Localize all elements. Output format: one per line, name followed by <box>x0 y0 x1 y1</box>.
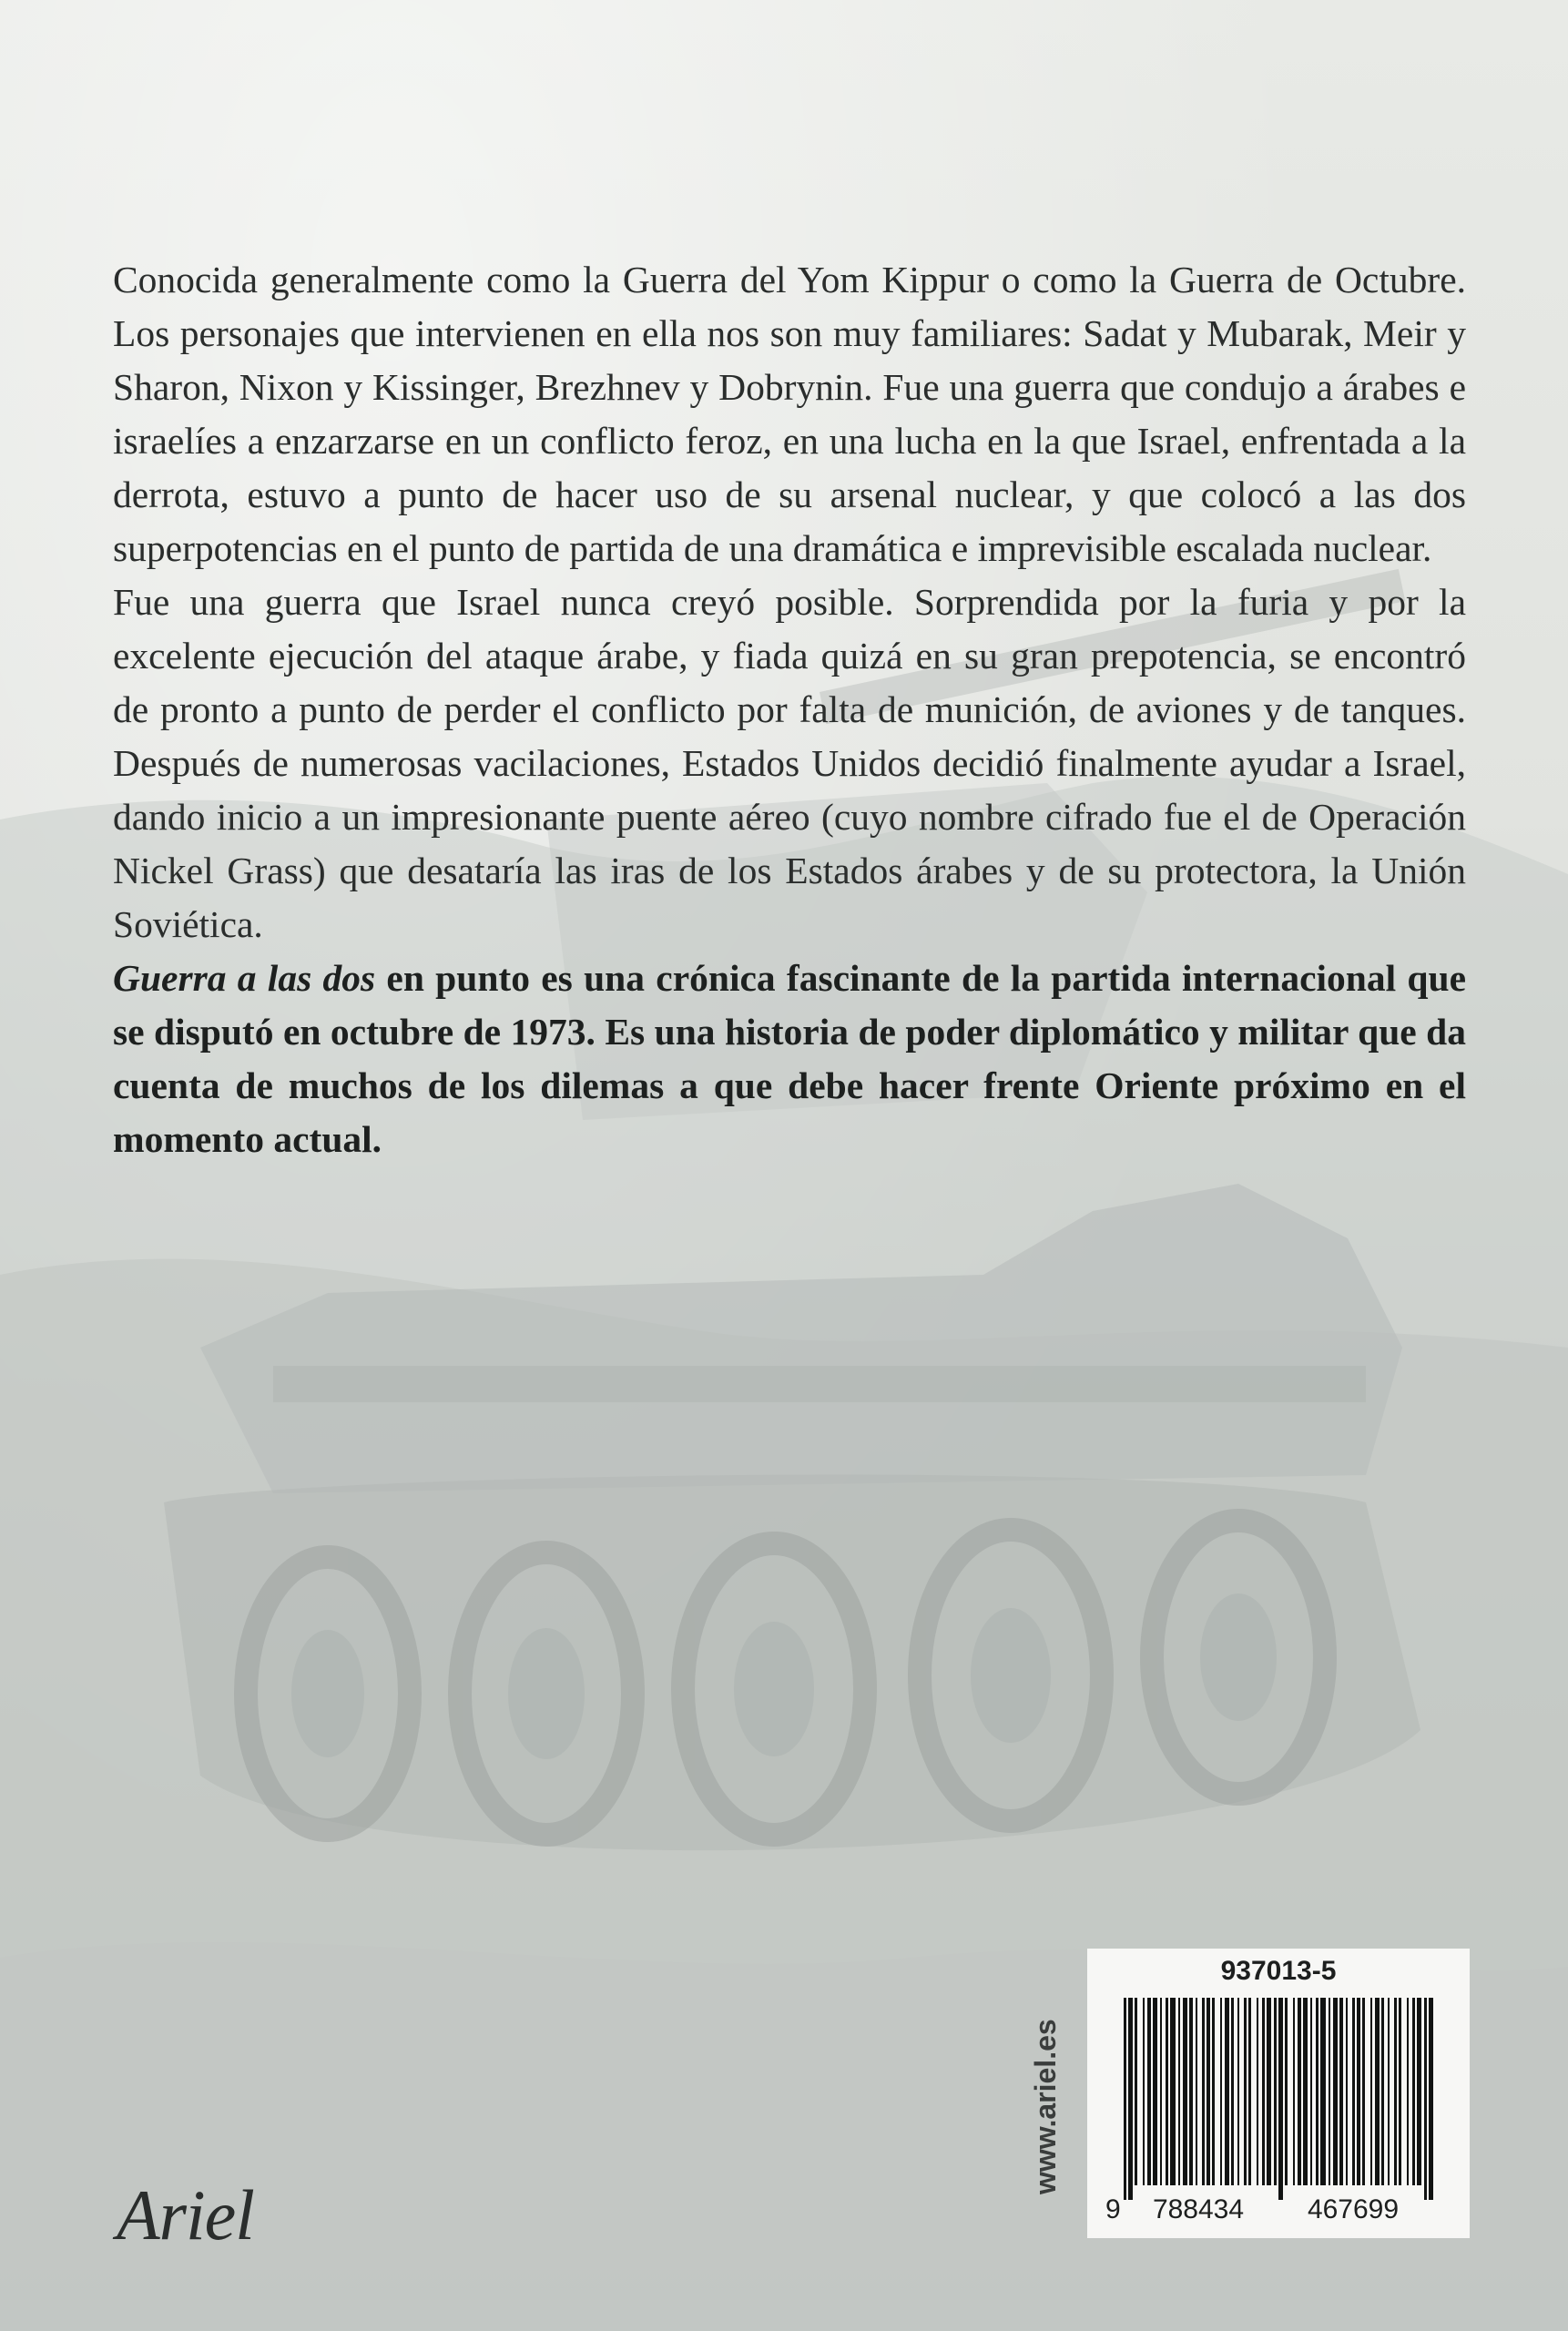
barcode-bar <box>1237 1998 1239 2185</box>
barcode-bar <box>1394 1998 1397 2185</box>
barcode-bar <box>1225 1998 1229 2185</box>
isbn-barcode <box>1087 1949 1470 2238</box>
barcode-bar <box>1220 1998 1222 2185</box>
barcode-bar <box>1244 1998 1247 2185</box>
barcode-bar <box>1166 1998 1168 2185</box>
barcode-bar <box>1375 1998 1380 2185</box>
barcode-bar <box>1202 1998 1205 2185</box>
barcode-bar <box>1262 1998 1265 2185</box>
back-cover-blurb <box>113 253 1466 1166</box>
barcode-bar <box>1274 1998 1277 2185</box>
barcode-bar <box>1178 1998 1180 2185</box>
barcode-bar <box>1362 1998 1365 2185</box>
barcode-bar <box>1285 1998 1288 2185</box>
barcode-bar <box>1310 1998 1312 2185</box>
barcode-bar <box>1417 1998 1421 2185</box>
barcode-bar <box>1370 1998 1372 2185</box>
barcode-bar <box>1329 1998 1330 2185</box>
barcode-bar <box>1248 1998 1251 2185</box>
barcode-bar <box>1381 1998 1384 2185</box>
barcode-bar <box>1333 1998 1338 2185</box>
barcode-digit-first: 9 <box>1105 2194 1121 2224</box>
barcode-code: 937013-5 <box>1220 1956 1337 1986</box>
barcode-bar <box>1257 1998 1258 2185</box>
blurb-paragraph-3 <box>113 952 1466 1166</box>
barcode-bar <box>1160 1998 1162 2185</box>
barcode-bar <box>1135 1998 1137 2185</box>
barcode-bar <box>1189 1998 1193 2185</box>
barcode-bar <box>1183 1998 1187 2185</box>
barcode-bar <box>1320 1998 1326 2185</box>
barcode-bar <box>1357 1998 1360 2185</box>
barcode-bar <box>1147 1998 1151 2185</box>
book-title: Guerra a las dos <box>113 957 376 999</box>
barcode-bar <box>1293 1998 1295 2185</box>
barcode-bar <box>1212 1998 1215 2185</box>
barcode-bar <box>1196 1998 1197 2185</box>
barcode-bar <box>1316 1998 1319 2185</box>
barcode-bar <box>1298 1998 1301 2185</box>
barcode-bar <box>1424 1998 1427 2200</box>
barcode-bar <box>1412 1998 1415 2185</box>
barcode-bar <box>1153 1998 1157 2185</box>
barcode-bar <box>1339 1998 1343 2185</box>
barcode-digits-right: 467699 <box>1307 2194 1400 2224</box>
blurb-paragraph-3-text: en punto es una crónica fascinante de la partida internacional que se disputó en octubre de 1973. Es una historia de poder diplomático y militar que da cuenta de muchos de los dilemas a que debe hacer frente Oriente próximo en el momento actual. <box>113 957 1466 1160</box>
barcode-bar <box>1346 1998 1348 2185</box>
barcode-bar <box>1399 1998 1401 2185</box>
barcode-bar <box>1207 1998 1210 2185</box>
barcode-bar <box>1231 1998 1234 2185</box>
barcode-bar <box>1278 1998 1283 2200</box>
barcode-bar <box>1388 1998 1390 2185</box>
blurb-paragraph-1: Conocida generalmente como la Guerra del Yom Kippur o como la Guerra de Octubre. Los personajes que intervienen en ella nos son muy familiares: Sadat y Mubarak, Meir y Sharon, Nixon y Kissinger, Brezhnev y Dobrynin. Fue una guerra que condujo a árabes e israelíes a enzarzarse en un conflicto feroz, en una lucha en la que Israel, enfrentada a la derrota, estuvo a punto de hacer uso de su arsenal nuclear, y que colocó a las dos superpotencias en el punto de partida de una dramática e imprevisible escalada nuclear. <box>113 259 1466 569</box>
barcode-bar <box>1124 1998 1126 2200</box>
barcode-bar <box>1407 1998 1409 2185</box>
barcode-bar <box>1267 1998 1271 2185</box>
barcode-digits-left: 788434 <box>1152 2194 1245 2224</box>
barcode-bar <box>1303 1998 1308 2185</box>
publisher-url: www.ariel.es <box>1029 2019 1062 2194</box>
barcode-bar <box>1352 1998 1355 2185</box>
publisher-logo: Ariel <box>117 2175 254 2255</box>
barcode-bar <box>1170 1998 1176 2185</box>
barcode-bar <box>1429 1998 1433 2200</box>
barcode-bar <box>1128 1998 1133 2200</box>
blurb-paragraph-2: Fue una guerra que Israel nunca creyó posible. Sorprendida por la furia y por la excelente ejecución del ataque árabe, y fiada quizá en su gran prepotencia, se encontró de pronto a punto de perder el conflicto por falta de munición, de aviones y de tanques. Después de numerosas vacilaciones, Estados Unidos decidió finalmente ayudar a Israel, dando inicio a un impresionante puente aéreo (cuyo nombre cifrado fue el de Operación Nickel Grass) que desataría las iras de los Estados árabes y de su protectora, la Unión Soviética. <box>113 581 1466 945</box>
barcode-bar <box>1143 1998 1145 2185</box>
barcode-box <box>1087 1949 1470 2238</box>
